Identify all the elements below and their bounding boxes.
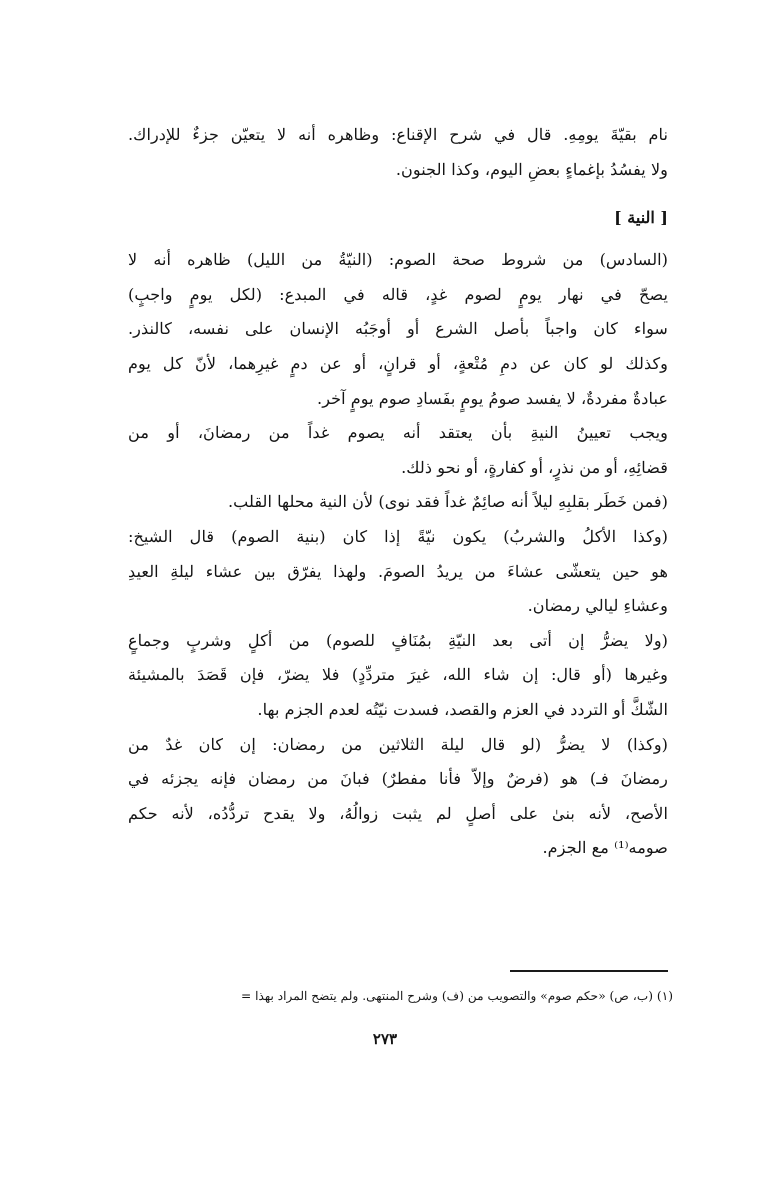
paragraph-4: [128, 520, 668, 624]
page-number: ٢٧٣: [372, 1030, 398, 1048]
text-line: (وكذا) لا يضرُّ (لو قال ليلة الثلاثين من رمضان: إن كان غدٌ من: [128, 734, 668, 754]
text-line: (ولا يضرُّ إن أتى بعد النيّةِ بمُنَافٍ للصوم) من أكلٍ وشربٍ وجماعٍ: [128, 630, 668, 650]
text-line: (وكذا الأكلُ والشربُ) يكون نيّةً إذا كان (بنية الصوم) قال الشيخ:: [128, 526, 668, 546]
text-line: هو حين يتعشّى عشاءَ من يريدُ الصومَ. ولهذا يفرّق بين عشاء ليلةِ العيدِ: [128, 561, 668, 581]
footnote: (١) (ب، ص) «حكم صوم» والتصويب من (ف) وشرح المنتهى. ولم يتضح المراد بهذا =: [240, 989, 673, 1003]
paragraph-5: [128, 624, 668, 728]
text-line: رمضانَ فـ) هو (فرضٌ وإلاّ فأنا مفطرٌ) فبانَ من رمضان فإنه يجزئه في: [128, 769, 668, 789]
text-line: نام بقيّةَ يومِهِ. قال في شرح الإقناع: وظاهره أنه لا يتعيّن جزءٌ للإدراك.: [128, 125, 668, 144]
text-line: الأصح، لأنه بنىٰ على أصلٍ لم يثبت زوالُهُ، ولا يقدح تردُّدُه، لأنه حكم: [128, 803, 668, 823]
text-line: صومه⁽¹⁾ مع الجزم.: [542, 838, 668, 858]
text-line: (السادس) من شروط صحة الصوم: (النيّةُ من الليل) ظاهره أنه لا: [128, 250, 668, 270]
page-body: [128, 118, 668, 866]
text-line: وعشاءِ ليالي رمضان.: [527, 596, 668, 616]
intro-paragraph: [128, 118, 668, 187]
text-line: (فمن خَطَر بقلبِهِ ليلاً أنه صائِمٌ غداً فقد نوى) لأن النية محلها القلب.: [227, 492, 668, 512]
text-line: عبادةٌ مفردةٌ، لا يفسد صومُ يومٍ بفَسادِ صوم يومٍ آخر.: [317, 388, 668, 408]
footnote-divider: [510, 970, 668, 972]
text-line: قضائِهِ، أو من نذرٍ، أو كفارةٍ، أو نحو ذلك.: [401, 457, 668, 477]
paragraph-1: [128, 243, 668, 416]
paragraph-3: [128, 485, 668, 520]
text-line: يصحّ في نهار يومٍ لصوم غدٍ، قاله في المبدع: (لكل يومٍ واجبٍ): [128, 284, 668, 304]
text-line: ويجب تعيينُ النيةِ بأن يعتقد أنه يصوم غداً من رمضانَ، أو من: [128, 423, 668, 443]
text-line: سواء كان واجباً بأصل الشرع أو أوجَبُه الإنسان على نفسه، كالنذر.: [128, 319, 668, 339]
paragraph-6: [128, 728, 668, 866]
section-heading: [ النية ]: [614, 208, 668, 228]
text-line: وكذلك لو كان عن دمِ مُتْعةٍ، أو قرانٍ، أو عن دمٍ غيرِهما، لأنّ كل يوم: [128, 353, 668, 373]
text-line: وغيرها (أو قال: إن شاء الله، غيرَ متردِّدٍ) فلا يضرّ، فإن قَصَدَ بالمشيئة: [128, 665, 668, 685]
text-line: الشّكَّ أو التردد في العزم والقصد، فسدت نيّتُه لعدم الجزم بها.: [257, 699, 668, 719]
text-line: ولا يفسُدُ بإغماءٍ بعضِ اليوم، وكذا الجنون.: [395, 159, 668, 179]
paragraph-2: [128, 416, 668, 485]
